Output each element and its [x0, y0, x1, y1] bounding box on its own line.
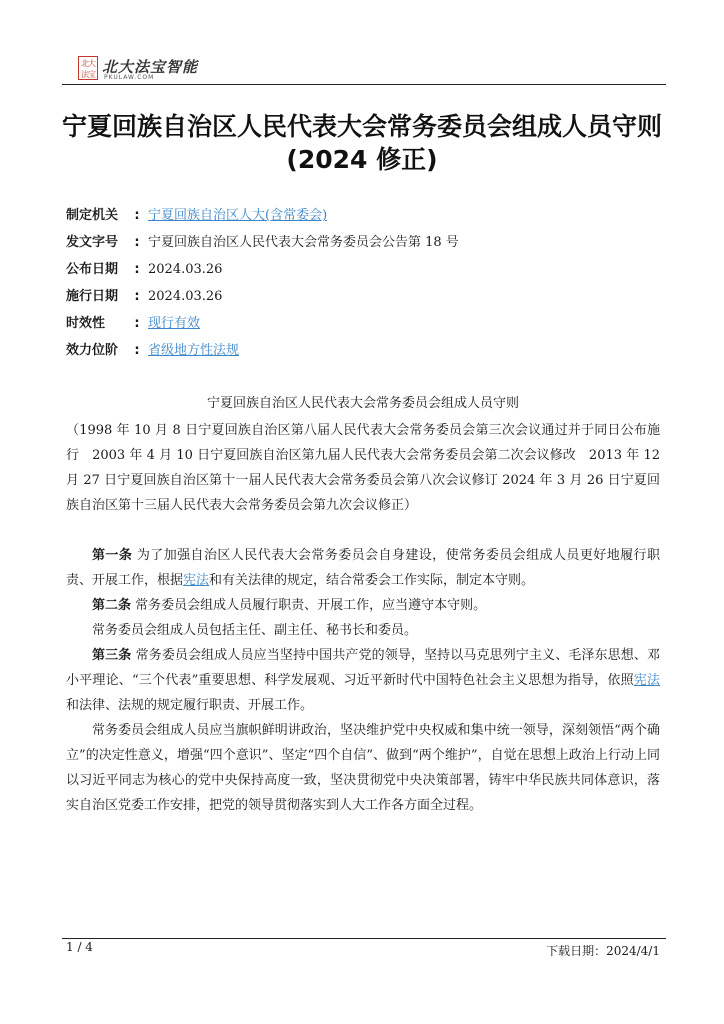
article-text: 为了加强自治区人民代表大会常务委员会自身建设，使常务委员会组成人员更好地履行职责、开展工作，根据	[66, 548, 660, 588]
header-logo	[78, 56, 678, 84]
article-text: 和有关法律的规定，结合常委会工作实际，制定本守则。	[209, 573, 535, 588]
footer-divider	[62, 938, 666, 939]
document-heading: 宁夏回族自治区人民代表大会常务委员会组成人员守则	[206, 396, 519, 411]
meta-row-effective-date	[66, 287, 666, 314]
meta-validity-link[interactable]: 现行有效	[148, 316, 201, 331]
meta-row-validity	[66, 314, 666, 341]
meta-effective-date: 2024.03.26	[148, 289, 223, 304]
meta-key: 效力位阶	[66, 343, 119, 358]
meta-key: 施行日期	[66, 289, 119, 304]
download-date: 下载日期：2024/4/1	[546, 944, 660, 958]
header-divider	[62, 84, 666, 85]
meta-level-link[interactable]: 省级地方性法规	[148, 343, 240, 358]
logo-seal-icon: 北大法宝	[78, 56, 98, 80]
meta-key: 公布日期	[66, 262, 119, 277]
article-text: 常务委员会组成人员应当坚持中国共产党的领导，坚持以马克思列宁主义、毛泽东思想、邓小平理论、“三个代表”重要思想、科学发展观、习近平新时代中国特色社会主义思想为指导，依照	[66, 648, 660, 688]
meta-colon: :	[134, 235, 140, 250]
meta-key: 发文字号	[66, 235, 119, 250]
metadata-list	[66, 206, 666, 368]
constitution-link[interactable]: 宪法	[633, 673, 660, 688]
article-label: 第二条	[92, 598, 132, 613]
article-text: 和法律、法规的规定履行职责、开展工作。	[66, 698, 314, 713]
meta-colon: :	[134, 289, 140, 304]
document-body	[66, 393, 660, 818]
logo-subtitle: PKULAW.COM	[104, 74, 155, 81]
meta-row-publish-date	[66, 260, 666, 287]
constitution-link[interactable]: 宪法	[183, 573, 210, 588]
article-label: 第三条	[92, 648, 132, 663]
article-2	[66, 593, 660, 618]
article-3	[66, 643, 660, 718]
meta-key: 制定机关	[66, 208, 119, 223]
article-label: 第一条	[92, 548, 133, 563]
meta-row-doc-number	[66, 233, 666, 260]
page-number: 1 / 4	[66, 940, 93, 954]
article-2-paragraph-2: 常务委员会组成人员包括主任、副主任、秘书长和委员。	[92, 623, 418, 638]
meta-colon: :	[134, 262, 140, 277]
meta-doc-number: 宁夏回族自治区人民代表大会常务委员会公告第 18 号	[148, 235, 459, 250]
meta-colon: :	[134, 343, 140, 358]
meta-colon: :	[134, 316, 140, 331]
meta-publish-date: 2024.03.26	[148, 262, 223, 277]
meta-key: 时效性	[66, 316, 106, 331]
meta-row-issuer	[66, 206, 666, 233]
meta-issuer-link[interactable]: 宁夏回族自治区人大(含常委会)	[148, 208, 328, 223]
meta-colon: :	[134, 208, 140, 223]
article-1	[66, 543, 660, 593]
logo-text: 北大法宝智能	[102, 58, 199, 76]
revision-history: （1998 年 10 月 8 日宁夏回族自治区第八届人民代表大会常务委员会第三次会议通过并于同日公布施行 2003 年 4 月 10 日宁夏回族自治区第九届人民代表大会常务委员会第二次会议修改 2013 年 12 月 27 日宁夏回族自治区第十一届人民代表大会常务委员会第八次会议修订 2024 年 3 月 26 日宁夏回族自治区第十三届人民代表大会常务委员会第九次会议修正）	[66, 423, 660, 513]
meta-row-level	[66, 341, 666, 368]
page-title: 宁夏回族自治区人民代表大会常务委员会组成人员守则(2024 修正)	[62, 112, 663, 174]
article-3-paragraph-2: 常务委员会组成人员应当旗帜鲜明讲政治，坚决维护党中央权威和集中统一领导，深刻领悟“两个确立”的决定性意义，增强“四个意识”、坚定“四个自信”、做到“两个维护”，自觉在思想上政治上行动上同以习近平同志为核心的党中央保持高度一致，坚决贯彻党中央决策部署，铸牢中华民族共同体意识，落实自治区党委工作安排，把党的领导贯彻落实到人大工作各方面全过程。	[66, 723, 660, 813]
article-text: 常务委员会组成人员履行职责、开展工作，应当遵守本守则。	[131, 598, 487, 613]
